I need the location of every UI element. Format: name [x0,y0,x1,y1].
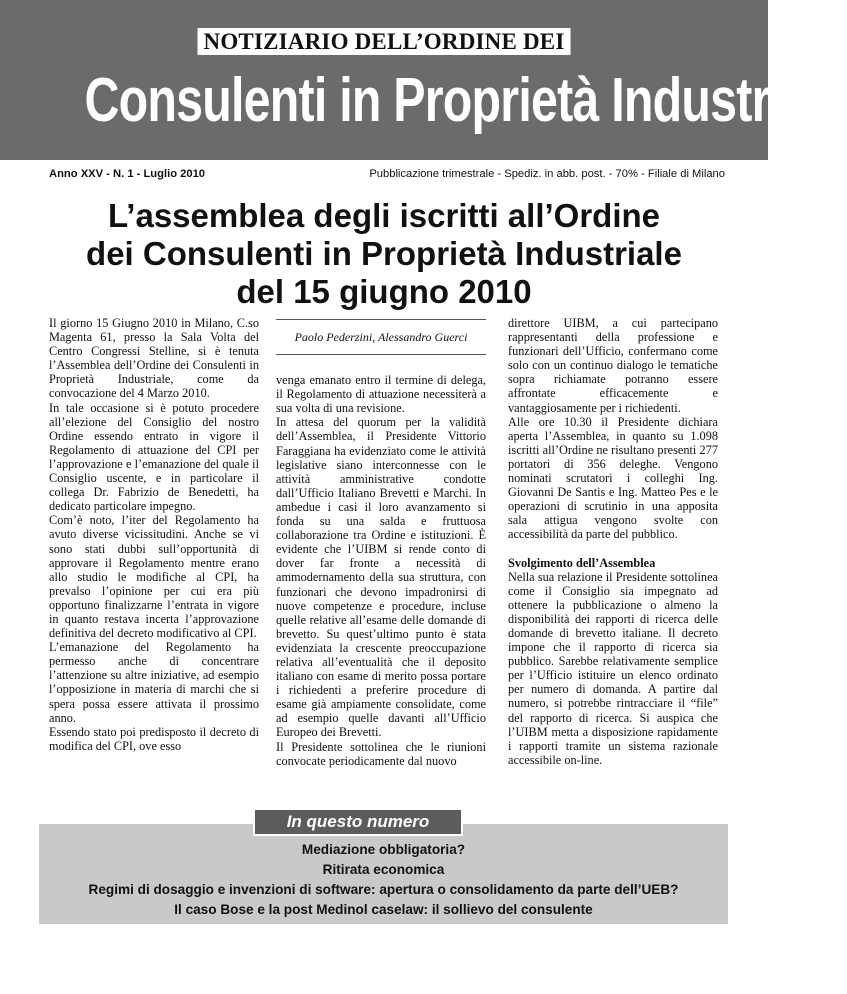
section-subheading: Svolgimento dell’Assemblea [508,555,656,570]
article-headline [40,197,728,311]
issue-meta [49,168,725,184]
paragraph: L’emanazione del Regolamento ha permesso anche di concentrare l’attenzione su altre iniziative, ad esempio l’opposizione in materia di marchi che si spera possa essere attivata il prossimo anno. [49,640,259,725]
paragraph: In attesa del quorum per la validità dell’Assemblea, il Presidente Vittorio Faraggiana ha evidenziato come le attività legislative siano interconnesse con le attività amministrative condotte dall’Ufficio Italiano Brevetti e Marchi. In ambedue i casi il loro avanzamento si fonda su una salda e fruttuosa collaborazione tra Ordine e istituzioni. È evidente che l’UIBM si rende conto di dover far fronte a necessità di ammodernamento della sua struttura, con funzionari che devono impadronirsi di nuove competenze e procedure, incluse quelle relative all’esame delle domande di brevetto. Su quest’ultimo punto è stata evidenziata la crescente preoccupazione relativa all’eventualità che il deposito italiano con esame di merito possa portare i richiedenti a preferire procedure di esame già ampiamente consolidate, come ad esempio quelle davanti all’Ufficio Europeo dei Brevetti. [276,415,486,740]
headline-line: L’assemblea degli iscritti all’Ordine [107,197,661,234]
list-item[interactable]: Mediazione obbligatoria? [301,842,466,857]
paragraph: Il Presidente sottolinea che le riunioni convocate periodicamente dal nuovo [276,739,486,768]
headline-line: dei Consulenti in Proprietà Industriale [86,235,682,272]
paragraph: Essendo stato poi predisposto il decreto di modifica del CPI, ove esso [49,724,259,753]
masthead-kicker: NOTIZIARIO DELL’ORDINE DEI [198,28,571,55]
paragraph: venga emanato entro il termine di delega, il Regolamento di attuazione necessiterà a sua volta di una revisione. [276,373,486,416]
publication-info: Pubblicazione trimestrale - Spediz. in abb. post. - 70% - Filiale di Milano [369,168,725,180]
in-this-issue-list [39,840,728,920]
in-this-issue-label: In questo numero [253,808,463,836]
paragraph: Com’è noto, l’iter del Regolamento ha avuto diverse vicissitudini. Anche se vi sono stati dubbi sull’opportunità di approvare il Regolamento mentre erano allo studio le modifiche al CPI, ha prevalso l’opinione per cui era più opportuno finalizzarne l’entrata in vigore in quanto restava incerta l’approvazione definitiva del decreto modificativo al CPI. [49,513,259,641]
article-column-2 [276,316,486,768]
list-item[interactable]: Regimi di dosaggio e invenzioni di software: apertura o consolidamento da parte dell’UEB? [88,882,679,897]
paragraph: Alle ore 10.30 il Presidente dichiara aperta l’Assemblea, in quanto su 1.098 iscritti all’Ordine ne risultano presenti 277 portatori di 356 deleghe. Vengono nominati scrutatori i colleghi Ing. Giovanni De Santis e Ing. Matteo Pes e le operazioni di scrutinio in una apposita sala attigua vengono svolte con accessibilità da parte del pubblico. [508,414,718,542]
paragraph: In tale occasione si è potuto procedere all’elezione del Consiglio del nostro Ordine essendo entrato in vigore il Regolamento di attuazione del CPI per l’approvazione e l’emanazione del quale il Consiglio uscente, e in particolare il collega Dr. Fabrizio de Benedetti, ha dedicato particolare impegno. [49,400,259,514]
paragraph: Nella sua relazione il Presidente sottolinea come il Consiglio sia impegnato ad ottenere la pubblicazione o almeno la disponibilità dei rapporti di ricerca delle domande di brevetto italiane. Il decreto impone che il rapporto di ricerca sia pubblico. Sarebbe relativamente semplice per l’Ufficio istituire un elenco ordinato per numero di domanda. A partire dal numero, si potrebbe rintracciare il “file” del rapporto di ricerca. Si auspica che l’UIBM metta a disposizione rapidamente i rapporti tramite un sistema razionale accessibile on-line. [508,569,718,767]
article-authors: Paolo Pederzini, Alessandro Guerci [276,319,486,355]
paragraph: Il giorno 15 Giugno 2010 in Milano, C.so Magenta 61, presso la Sala Volta del Centro Congressi Stelline, si è tenuta l’Assemblea dell’Ordine dei Consulenti in Proprietà Industriale, come da convocazione del 4 Marzo 2010. [49,316,259,401]
list-item[interactable]: Il caso Bose e la post Medinol caselaw: il sollievo del consulente [174,902,593,917]
article-column-1 [49,316,259,753]
headline-line: del 15 giugno 2010 [236,273,532,310]
masthead-title: Consulenti in Proprietà Industriale [84,66,847,135]
issue-number: Anno XXV - N. 1 - Luglio 2010 [49,168,206,180]
article-column-3 [508,316,718,767]
paragraph: direttore UIBM, a cui partecipano rappresentanti della professione e funzionari dell’Ufficio, confermano come solo con un continuo dialogo le tematiche sopra richiamate potranno essere affrontate efficacemente e vantaggiosamente per i richiedenti. [508,316,718,415]
list-item[interactable]: Ritirata economica [322,862,445,877]
